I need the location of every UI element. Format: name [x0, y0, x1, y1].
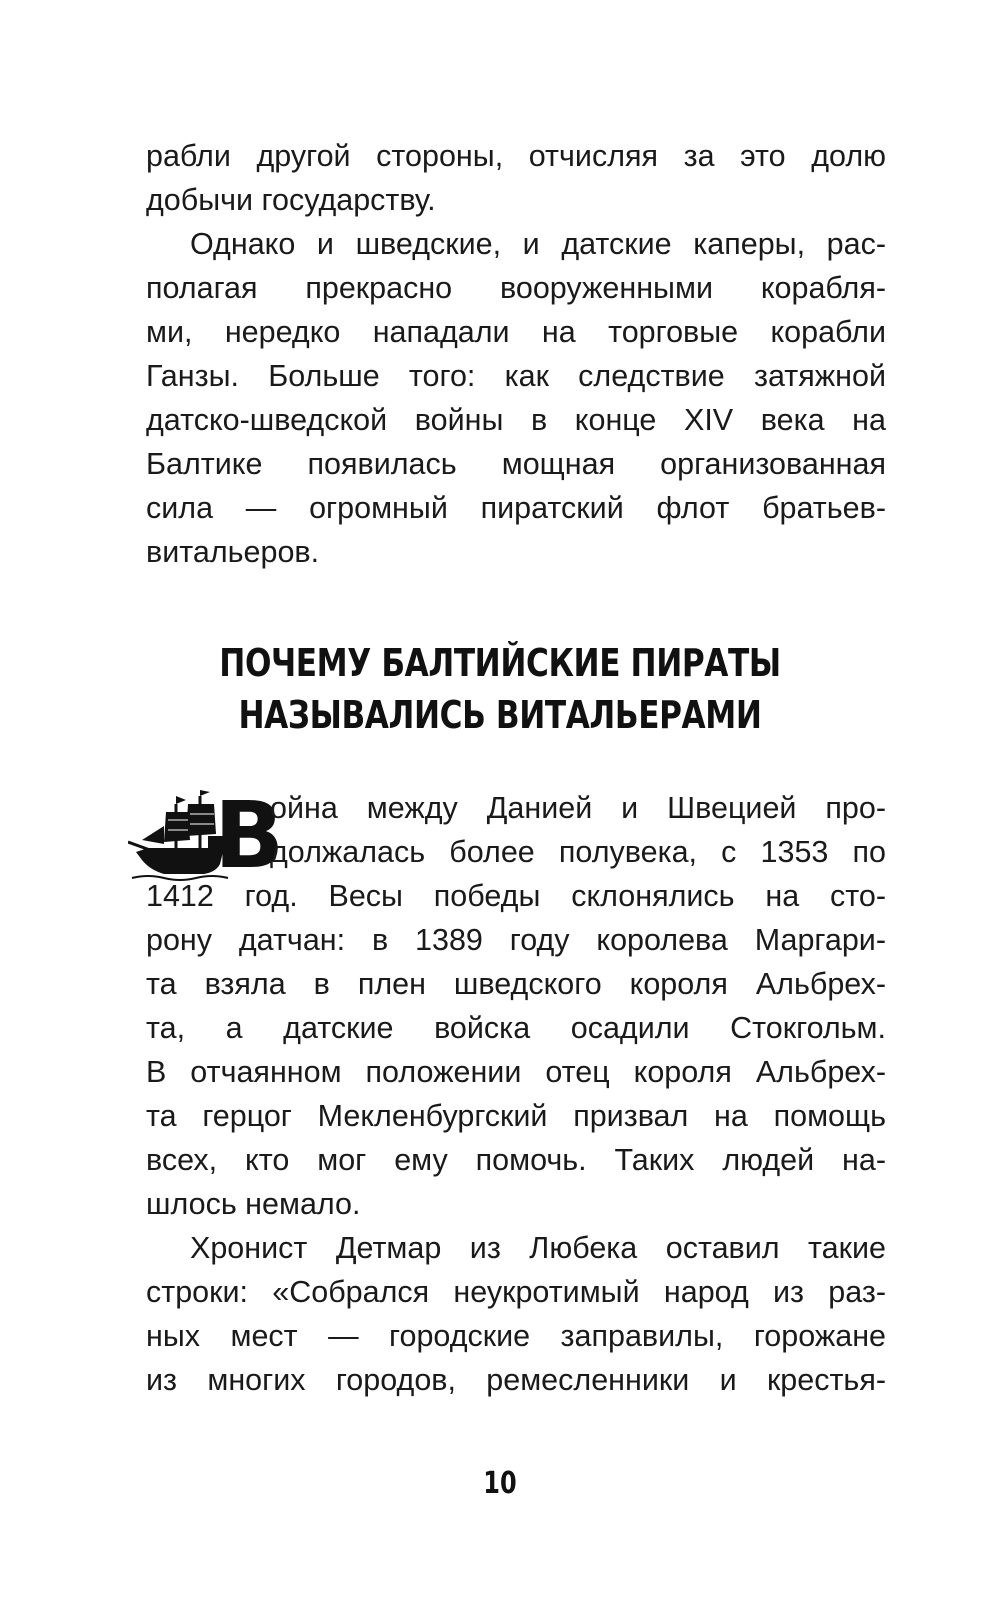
- dropcap-letter: В: [214, 782, 285, 889]
- text-line: ми, нередко нападали на торговые корабли: [146, 315, 886, 349]
- text-line: строки: «Собрался неукротимый народ из раз-: [146, 1275, 886, 1309]
- text-line: Балтике появилась мощная организованная: [146, 447, 886, 481]
- text-line: всех, кто мог ему помочь. Таких людей на-: [146, 1143, 886, 1177]
- text-line: В отчаянном положении отец короля Альбрех-: [146, 1055, 886, 1089]
- page-number: 10: [483, 1466, 517, 1501]
- text-line: из многих городов, ремесленники и крестья-: [146, 1363, 886, 1397]
- text-line: рабли другой стороны, отчисляя за это долю: [146, 139, 886, 173]
- text-line: Однако и шведские, и датские каперы, рас-: [190, 227, 886, 261]
- text-line: та взяла в плен шведского короля Альбрех-: [146, 967, 886, 1001]
- text-line: должалась более полувека, с 1353 по: [270, 835, 886, 869]
- text-line: добычи государству.: [146, 183, 436, 217]
- section-heading-line-1: ПОЧЕМУ БАЛТИЙСКИЕ ПИРАТЫ: [219, 641, 781, 685]
- text-line: Хронист Детмар из Любека оставил такие: [190, 1231, 886, 1265]
- text-line: шлось немало.: [146, 1187, 361, 1221]
- text-line: Ганзы. Больше того: как следствие затяжной: [146, 359, 886, 393]
- text-line: 1412 год. Весы победы склонялись на сто-: [146, 879, 886, 913]
- text-line: сила — огромный пиратский флот братьев-: [146, 491, 886, 525]
- text-line: витальеров.: [146, 535, 320, 569]
- text-line: та, а датские войска осадили Стокгольм.: [146, 1011, 886, 1045]
- text-line: ойна между Данией и Швецией про-: [270, 791, 886, 825]
- section-heading-line-2: НАЗЫВАЛИСЬ ВИТАЛЬЕРАМИ: [238, 693, 762, 737]
- text-line: полагая прекрасно вооруженными корабля-: [146, 271, 886, 305]
- text-line: ных мест — городские заправилы, горожане: [146, 1319, 886, 1353]
- text-line: та герцог Мекленбургский призвал на помощь: [146, 1099, 886, 1133]
- text-line: датско-шведской войны в конце XIV века на: [146, 403, 886, 437]
- text-line: рону датчан: в 1389 году королева Маргари-: [146, 923, 886, 957]
